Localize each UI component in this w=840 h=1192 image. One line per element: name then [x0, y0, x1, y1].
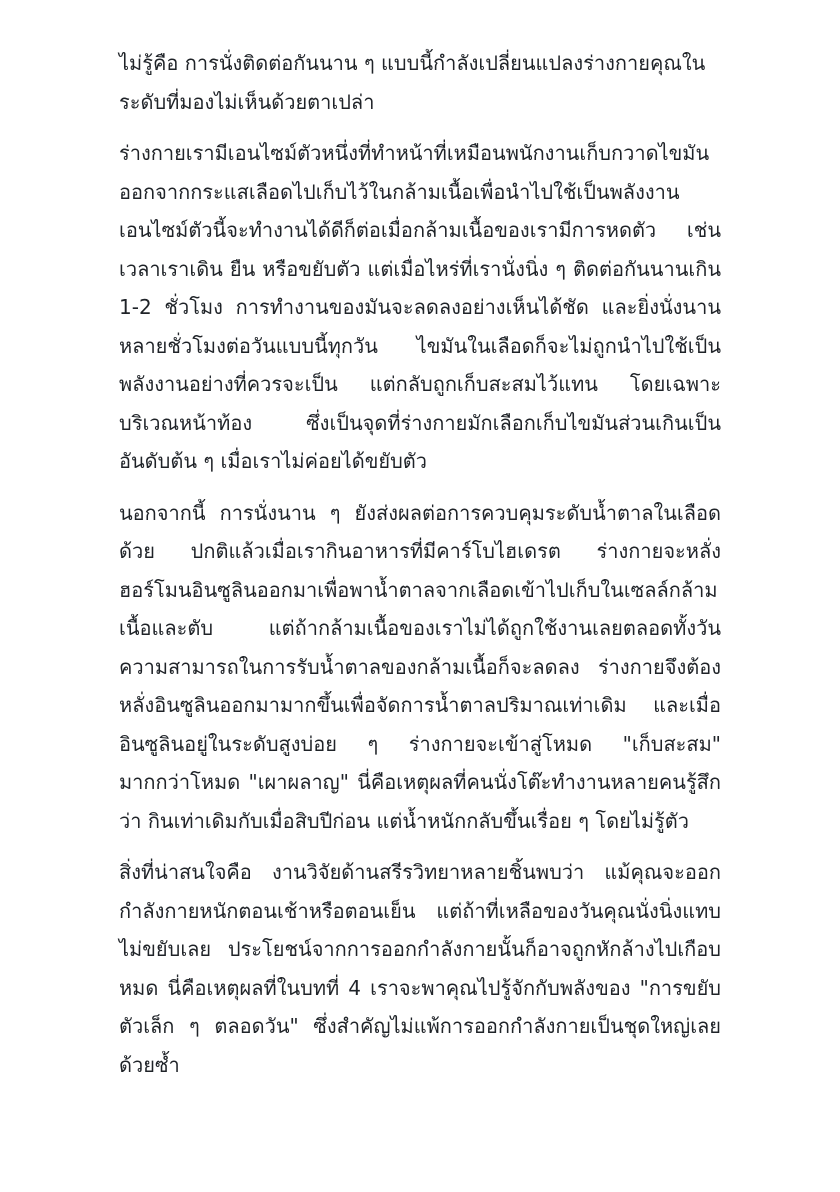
paragraph-4: สิ่งที่น่าสนใจคือ งานวิจัยด้านสรีรวิทยาหลายชิ้นพบว่า แม้คุณจะออกกำลังกายหนักตอนเช้าหรือตอนเย็น แต่ถ้าที่เหลือของวันคุณนั่งนิ่งแทบไม่ขยับเลย ประโยชน์จากการออกกำลังกายนั้นก็อาจถูกหักล้างไปเกือบหมด นี่คือเหตุผลที่ในบทที่ 4 เราจะพาคุณไปรู้จักกับพลังของ "การขยับตัวเล็ก ๆ ตลอดวัน" ซึ่งสำคัญไม่แพ้การออกกำลังกายเป็นชุดใหญ่เลยด้วยซ้ำ — [119, 860, 721, 1077]
paragraph-2: ร่างกายเรามีเอนไซม์ตัวหนึ่งที่ทำหน้าที่เหมือนพนักงานเก็บกวาดไขมันออกจากกระแสเลือดไปเก็บไว้ในกล้ามเนื้อเพื่อนำไปใช้เป็นพลังงาน เอนไซม์ตัวนี้จะทำงานได้ดีก็ต่อเมื่อกล้ามเนื้อของเรามีการหดตัว เช่น เวลาเราเดิน ยืน หรือขยับตัว แต่เมื่อไหร่ที่เรานั่งนิ่ง ๆ ติดต่อกันนานเกิน 1-2 ชั่วโมง การทำงานของมันจะลดลงอย่างเห็นได้ชัด และยิ่งนั่งนานหลายชั่วโมงต่อวันแบบนี้ทุกวัน ไขมันในเลือดก็จะไม่ถูกนำไปใช้เป็นพลังงานอย่างที่ควรจะเป็น แต่กลับถูกเก็บสะสมไว้แทน โดยเฉพาะบริเวณหน้าท้อง ซึ่งเป็นจุดที่ร่างกายมักเลือกเก็บไขมันส่วนเกินเป็นอันดับต้น ๆ เมื่อเราไม่ค่อยได้ขยับตัว — [119, 141, 721, 473]
paragraph-1: ไม่รู้คือ การนั่งติดต่อกันนาน ๆ แบบนี้กำลังเปลี่ยนแปลงร่างกายคุณในระดับที่มองไม่เห็นด้วยตาเปล่า — [119, 51, 706, 114]
paragraph-3: นอกจากนี้ การนั่งนาน ๆ ยังส่งผลต่อการควบคุมระดับน้ำตาลในเลือดด้วย ปกติแล้วเมื่อเรากินอาหารที่มีคาร์โบไฮเดรต ร่างกายจะหลั่งฮอร์โมนอินซูลินออกมาเพื่อพาน้ำตาลจากเลือดเข้าไปเก็บในเซลล์กล้ามเนื้อและตับ แต่ถ้ากล้ามเนื้อของเราไม่ได้ถูกใช้งานเลยตลอดทั้งวัน ความสามารถในการรับน้ำตาลของกล้ามเนื้อก็จะลดลง ร่างกายจึงต้องหลั่งอินซูลินออกมามากขึ้นเพื่อจัดการน้ำตาลปริมาณเท่าเดิม และเมื่ออินซูลินอยู่ในระดับสูงบ่อย ๆ ร่างกายจะเข้าสู่โหมด "เก็บสะสม" มากกว่าโหมด "เผาผลาญ" นี่คือเหตุผลที่คนนั่งโต๊ะทำงานหลายคนรู้สึกว่า กินเท่าเดิมกับเมื่อสิบปีก่อน แต่น้ำหนักกลับขึ้นเรื่อย ๆ โดยไม่รู้ตัว — [119, 500, 721, 833]
document-body — [119, 44, 721, 1084]
